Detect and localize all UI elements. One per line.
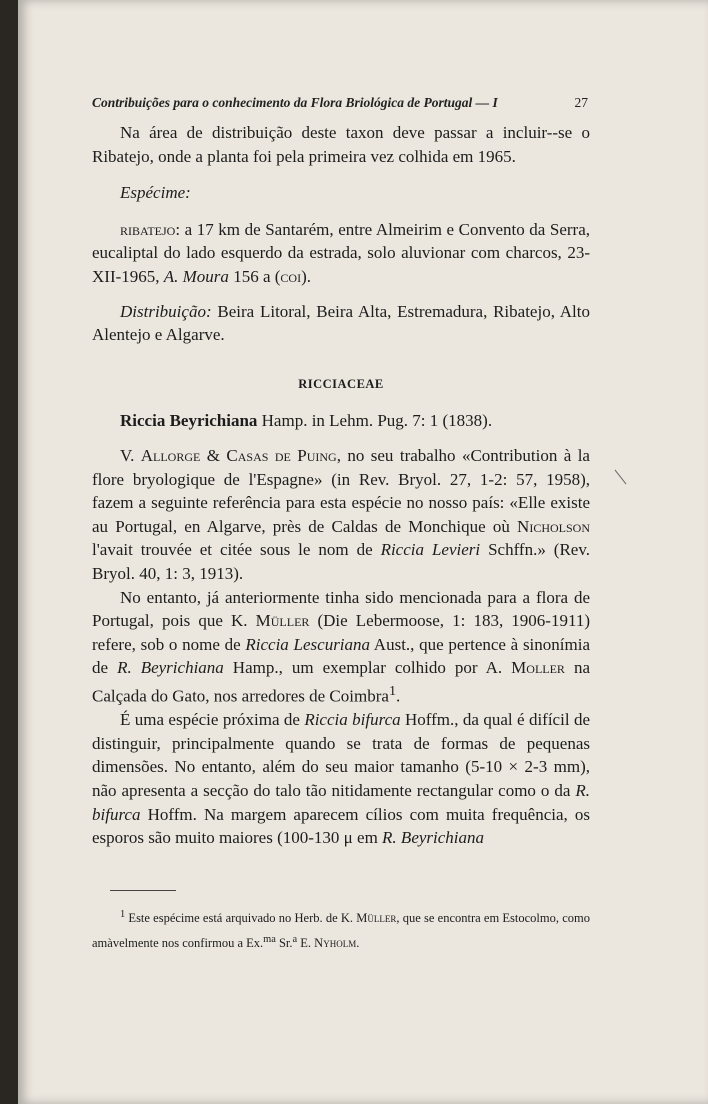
taxon-name: R. Beyrichiana bbox=[117, 658, 224, 678]
footnote-mark: 1 bbox=[120, 909, 126, 920]
author-name: Nicholson bbox=[517, 516, 590, 536]
species-heading bbox=[92, 409, 590, 433]
footnote-divider bbox=[110, 890, 176, 891]
taxon-name: R. Beyrichiana bbox=[382, 828, 485, 848]
author-name: Casas de Puing bbox=[226, 445, 337, 465]
text-run: , no seu trabalho «Contribution à la flore bryologique de l'Espagne» (in Rev. Bryol. 27, 1-2: 57, 1958), fazem a seguinte referência para esta espécie no nosso país: «Elle existe au Portugal, en Algarve, près de Caldas de Monchique où bbox=[92, 445, 590, 536]
distribution-label: Distribuição: bbox=[120, 301, 212, 321]
author-name: Moller bbox=[511, 658, 565, 678]
specimen-number: 156 a ( bbox=[228, 266, 281, 286]
stray-pencil-mark bbox=[615, 470, 627, 485]
running-title: Contribuições para o conhecimento da Flora Briológica de Portugal — I bbox=[92, 95, 498, 110]
text-run: & bbox=[200, 445, 227, 465]
text-run: Hoffm., da qual é difícil de distinguir, principalmente quando se trata de formas de pequenas dimensões. No entanto, além do seu maior tamanho (5-10 × 2-3 mm), não apresenta a secção do talo tão nitidamente rectangular como o da bbox=[92, 710, 590, 800]
distribution-text: Beira Litoral, Beira Alta, Estremadura, Ribatejo, Alto Alentejo e Algarve. bbox=[92, 301, 590, 345]
text-run: Sr. bbox=[275, 936, 293, 951]
text-run: l'avait trouvée et citée sous le nom de bbox=[92, 540, 381, 560]
paragraph-bifurca bbox=[92, 708, 590, 850]
paragraph-muller bbox=[92, 586, 590, 709]
text-run: na Calçada do Gato, nos arredores de Coimbra bbox=[92, 658, 590, 706]
specimen-record bbox=[92, 218, 590, 289]
taxon-name: Riccia Levieri bbox=[380, 540, 481, 560]
text-run: V. bbox=[120, 445, 141, 465]
taxon-name: Riccia bifurca bbox=[304, 710, 401, 730]
specimen-close: ). bbox=[301, 266, 311, 286]
taxon-name: Riccia Lescuriana bbox=[245, 634, 371, 654]
footnote-reference: 1 bbox=[388, 682, 397, 699]
specimen-collector: A. Moura bbox=[163, 266, 229, 286]
specimen-text: : a 17 km de Santarém, entre Almeirim e Convento da Serra, eucaliptal do lado esquerdo da estrada, solo aluvionar com charcos, 23-XII-1965, bbox=[92, 219, 590, 286]
specimen-herbarium: coi bbox=[280, 266, 302, 286]
text-run: . bbox=[396, 686, 401, 706]
running-header bbox=[92, 95, 588, 111]
text-run: Schffn.» (Rev. Bryol. 40, 1: 3, 1913). bbox=[92, 540, 590, 583]
taxon-name: R. bifurca bbox=[92, 780, 590, 824]
text-run: , que se encontra em Estocolmo, como amàvelmente nos confirmou a Ex. bbox=[92, 911, 590, 951]
text-run: . bbox=[356, 936, 360, 951]
book-page bbox=[18, 0, 708, 1104]
species-name: Riccia Beyrichiana bbox=[120, 411, 258, 431]
text-run: Hamp., um exemplar colhido por A. bbox=[223, 658, 512, 678]
species-citation: Hamp. in Lehm. Pug. 7: 1 (1838). bbox=[257, 411, 493, 431]
author-name: Allorge bbox=[140, 445, 201, 465]
author-name: Müller bbox=[255, 611, 310, 631]
footnote bbox=[92, 904, 590, 954]
superscript: a bbox=[292, 934, 298, 946]
text-run: Este espécime está arquivado no Herb. de K. bbox=[125, 911, 357, 926]
specimen-heading-label: Espécime: bbox=[120, 183, 191, 203]
superscript: ma bbox=[263, 934, 276, 946]
text-run: No entanto, já anteriormente tinha sido mencionada para a flora de Portugal, pois que K. bbox=[92, 587, 590, 631]
main-text bbox=[92, 121, 590, 850]
distribution-paragraph bbox=[92, 300, 590, 347]
page-number: 27 bbox=[574, 95, 588, 110]
text-run: Hoffm. Na margem aparecem cílios com muita frequência, os esporos são muito maiores (100-130 μ em bbox=[92, 804, 590, 848]
section-title: RICCIACEAE bbox=[298, 376, 384, 391]
specimen-heading bbox=[92, 181, 590, 205]
author-name: Müller bbox=[356, 911, 397, 926]
paragraph-allorge bbox=[92, 444, 590, 586]
text-run: (Die Lebermoose, 1: 183, 1906-1911) refere, sob o nome de bbox=[92, 611, 590, 654]
footnote-text bbox=[92, 904, 590, 954]
text-run: É uma espécie próxima de bbox=[120, 710, 305, 730]
author-name: E. Nyholm bbox=[300, 936, 357, 951]
paragraph-distribution-area: Na área de distribuição deste taxon deve passar a incluir--se o Ribatejo, onde a planta foi pela primeira vez colhida em 1965. bbox=[92, 123, 590, 166]
text-run: Aust., que pertence à sinonímia de bbox=[92, 634, 590, 678]
specimen-place: ribatejo bbox=[120, 219, 176, 239]
